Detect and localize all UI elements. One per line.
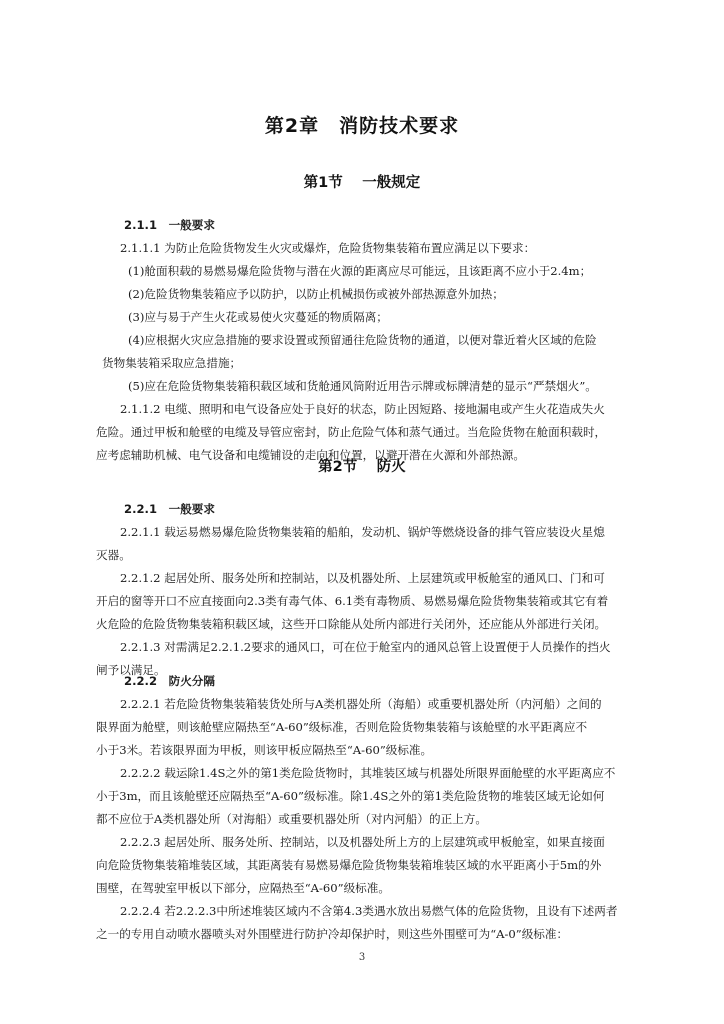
heading-2-2-2: 2.2.2 防火分隔	[124, 674, 215, 688]
paragraph-line: 火危险的危险货物集装箱积载区域，这些开口除能从处所内部进行关闭外，还应能从外部进行关闭。	[96, 617, 607, 631]
paragraph-line: 2.2.1.1 载运易燃易爆危险货物集装箱的船舶，发动机、锅炉等燃烧设备的排气管应装设火星熄	[120, 525, 605, 539]
paragraph-line: 2.2.1.2 起居处所、服务处所和控制站，以及机器处所、上层建筑或甲板舱室的通风口、门和可	[120, 571, 605, 585]
paragraph-line: 闸予以满足。	[96, 663, 166, 677]
paragraph-line: 向危险货物集装箱堆装区域，其距离装有易燃易爆危险货物集装箱堆装区域的水平距离小于5m的外	[96, 858, 602, 872]
list-item: (5)应在危险货物集装箱积载区域和货舱通风筒附近用告示牌或标牌清楚的显示“严禁烟火”。	[128, 379, 597, 393]
paragraph-line: 围壁，在驾驶室甲板以下部分，应隔热至“A-60”级标准。	[96, 881, 390, 895]
paragraph-line: 小于3m，而且该舱壁还应隔热至“A-60”级标准。除1.4S之外的第1类危险货物的堆装区域无论如何	[96, 789, 605, 803]
paragraph-line: 2.2.2.4 若2.2.2.3中所述堆装区域内不含第4.3类遇水放出易燃气体的危险货物，且设有下述两者	[120, 904, 618, 918]
paragraph-line: 危险。通过甲板和舱壁的电缆及导管应密封，防止危险气体和蒸气通过。当危险货物在舱面积载时，	[96, 425, 607, 439]
heading-2-1-1: 2.1.1 一般要求	[124, 218, 215, 232]
heading-2-2-1: 2.2.1 一般要求	[124, 502, 215, 516]
paragraph-line: 2.2.2.2 载运除1.4S之外的第1类危险货物时，其堆装区域与机器处所限界面舱壁的水平距离应不	[120, 766, 616, 780]
section-1-body	[96, 214, 649, 467]
page-number: 3	[358, 952, 366, 963]
paragraph-line: 2.1.1.1 为防止危险货物发生火灾或爆炸，危险货物集装箱布置应满足以下要求：	[120, 241, 536, 255]
paragraph-line: 之一的专用自动喷水器喷头对外围壁进行防护冷却保护时，则这些外围壁可为“A-0”级标准：	[96, 927, 569, 941]
section-2-title: 第2节 防火	[318, 459, 406, 475]
paragraph-line: 2.2.2.1 若危险货物集装箱装货处所与A类机器处所（海船）或重要机器处所（内河船）之间的	[120, 697, 602, 711]
paragraph-line: 灭器。	[96, 548, 131, 562]
paragraph-line: 2.2.1.3 对需满足2.2.1.2要求的通风口，可在位于舱室内的通风总管上设置便于人员操作的挡火	[120, 640, 611, 654]
list-item: (2)危险货物集装箱应予以防护，以防止机械损伤或被外部热源意外加热；	[128, 287, 504, 301]
chapter-title: 第2章 消防技术要求	[264, 115, 460, 137]
paragraph-line: 小于3米。若该限界面为甲板，则该甲板应隔热至“A-60”级标准。	[96, 743, 433, 757]
section-2-body-1	[96, 498, 649, 682]
list-item: (1)舱面积载的易燃易爆危险货物与潜在火源的距离应尽可能远，且该距离不应小于2.4m；	[128, 264, 592, 278]
list-item-continuation: 货物集装箱采取应急措施；	[102, 356, 242, 370]
paragraph-line: 都不应位于A类机器处所（对海船）或重要机器处所（对内河船）的正上方。	[96, 812, 487, 826]
paragraph-line: 应考虑辅助机械、电气设备和电缆铺设的走向和位置，以避开潜在火源和外部热源。	[96, 448, 525, 462]
section-1-title: 第1节 一般规定	[303, 175, 421, 191]
paragraph-line: 限界面为舱壁，则该舱壁应隔热至“A-60”级标准，否则危险货物集装箱与该舱壁的水平距离应不	[96, 720, 588, 734]
section-2-body-2	[96, 670, 649, 946]
paragraph-line: 2.1.1.2 电缆、照明和电气设备应处于良好的状态，防止因短路、接地漏电或产生火花造成失火	[120, 402, 605, 416]
list-item: (3)应与易于产生火花或易使火灾蔓延的物质隔离；	[128, 310, 388, 324]
paragraph-line: 开启的窗等开口不应直接面向2.3类有毒气体、6.1类有毒物质、易燃易爆危险货物集装箱或其它有着	[96, 594, 609, 608]
list-item: (4)应根据火灾应急措施的要求设置或预留通往危险货物的通道，以便对靠近着火区域的危险	[128, 333, 597, 347]
paragraph-line: 2.2.2.3 起居处所、服务处所、控制站，以及机器处所上方的上层建筑或甲板舱室，如果直接面	[120, 835, 605, 849]
